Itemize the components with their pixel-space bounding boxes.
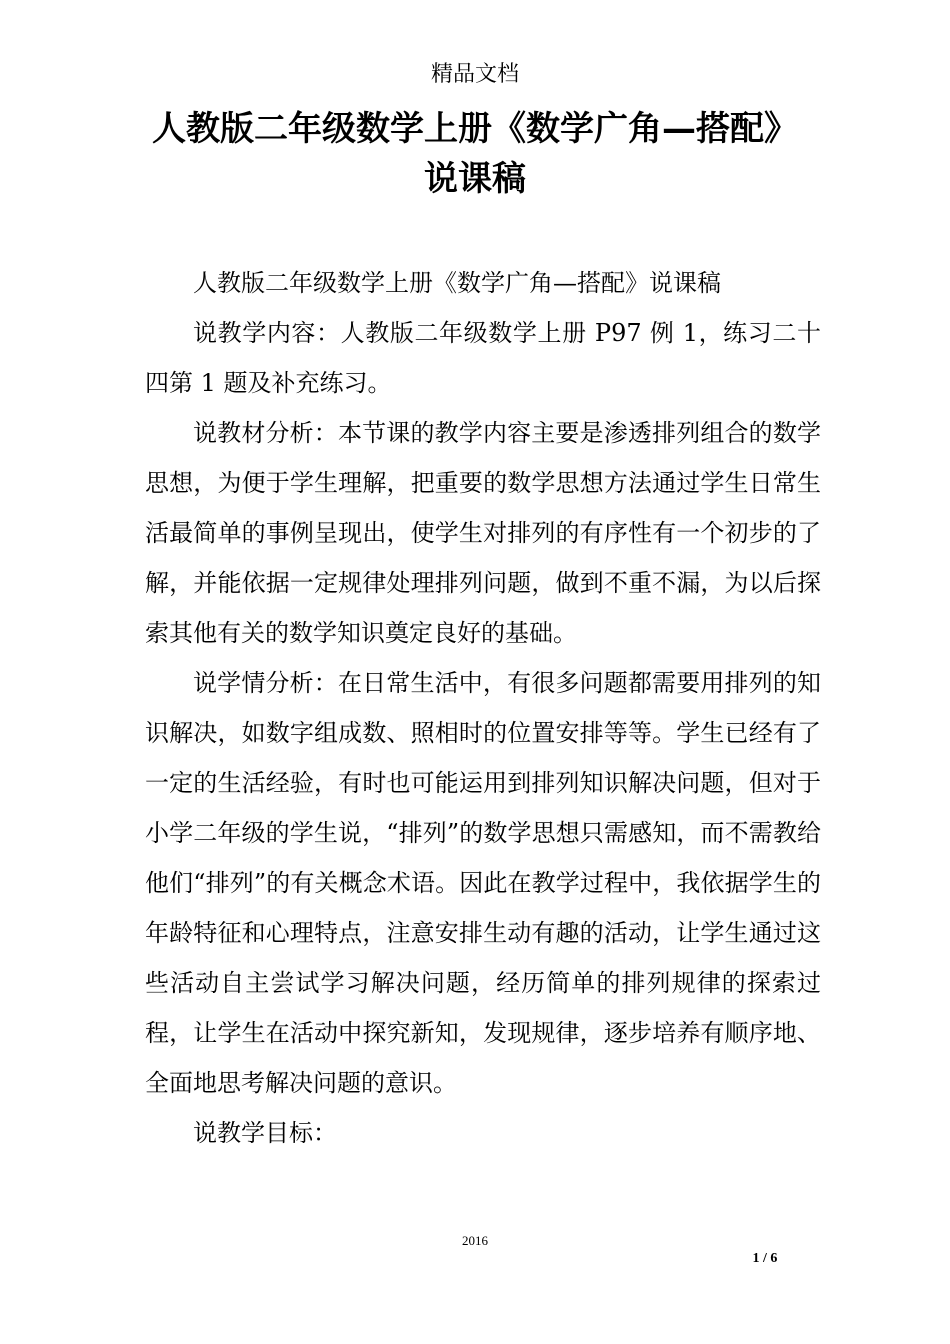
document-body (145, 258, 821, 1158)
footer-year: 2016 (462, 1233, 488, 1248)
page-number: 1 / 6 (752, 1251, 778, 1266)
paragraph-student-analysis: 说学情分析：在日常生活中，有很多问题都需要用排列的知识解决，如数字组成数、照相时的位置安排等等。学生已经有了一定的生活经验，有时也可能运用到排列知识解决问题，但对于小学二年级的学生说，“排列”的数学思想只需感知，而不需教给他们“排列”的有关概念术语。因此在教学过程中，我依据学生的年龄特征和心理特点，注意安排生动有趣的活动，让学生通过这些活动自主尝试学习解决问题，经历简单的排列规律的探索过程，让学生在活动中探究新知，发现规律，逐步培养有顺序地、全面地思考解决问题的意识。 (145, 669, 821, 1097)
paragraph-teaching-goals: 说教学目标： (193, 1119, 337, 1147)
document-header-label: 精品文档 (430, 62, 519, 87)
paragraph-material-analysis: 说教材分析：本节课的教学内容主要是渗透排列组合的数学思想，为便于学生理解，把重要的数学思想方法通过学生日常生活最简单的事例呈现出，使学生对排列的有序性有一个初步的了解，并能依据一定规律处理排列问题，做到不重不漏，为以后探索其他有关的数学知识奠定良好的基础。 (145, 419, 821, 647)
paragraph-teaching-content: 说教学内容：人教版二年级数学上册 P97 例 1，练习二十四第 1 题及补充练习。 (145, 319, 821, 397)
document-title (140, 104, 810, 204)
paragraph-heading: 人教版二年级数学上册《数学广角—搭配》说课稿 (193, 269, 721, 297)
document-title-line-1: 人教版二年级数学上册《数学广角—搭配》 (152, 109, 798, 149)
document-title-line-2: 说课稿 (424, 159, 526, 199)
